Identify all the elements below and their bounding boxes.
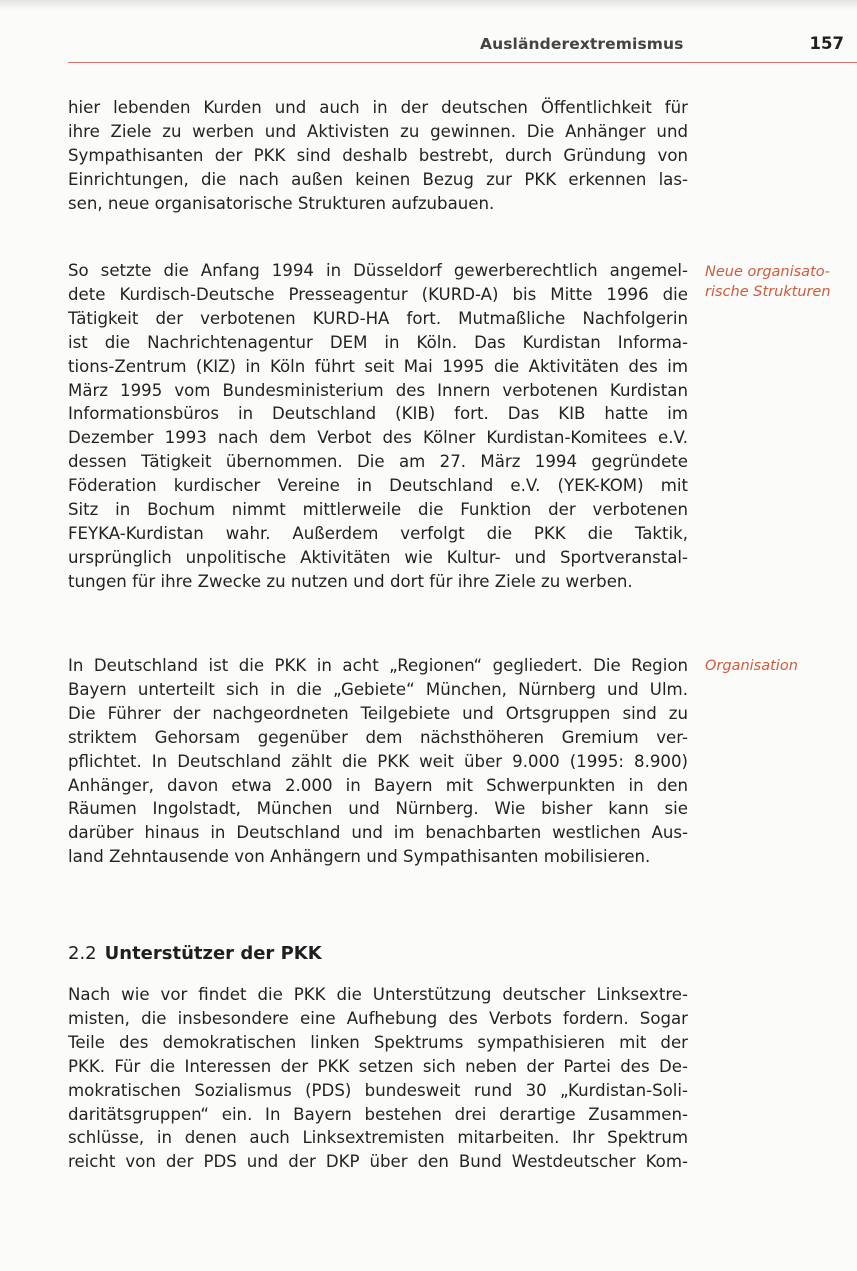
paragraph-line: schlüsse, in denen auch Linksextremisten mitarbeiten. Ihr Spektrum bbox=[68, 1128, 688, 1148]
paragraph-line: Dezember 1993 nach dem Verbot des Kölner Kurdistan-Komitees e.V. bbox=[68, 428, 688, 448]
paragraph-line: So setzte die Anfang 1994 in Düsseldorf gewerberechtlich angemel- bbox=[68, 261, 688, 280]
paragraph-line: PKK. Für die Interessen der PKK setzen sich neben der Partei des De- bbox=[68, 1056, 688, 1076]
paragraph-line: März 1995 vom Bundesministerium des Innern verbotenen Kurdistan bbox=[68, 380, 688, 400]
paragraph-line: Informationsbüros in Deutschland (KIB) fort. Das KIB hatte im bbox=[68, 404, 688, 424]
paragraph-2 bbox=[68, 259, 688, 594]
section-heading bbox=[68, 942, 322, 966]
paragraph-line: Tätigkeit der verbotenen KURD-HA fort. Mutmaßliche Nachfolgerin bbox=[68, 308, 688, 328]
paragraph-line: dete Kurdisch-Deutsche Presseagentur (KURD-A) bis Mitte 1996 die bbox=[68, 284, 688, 304]
page-top-edge bbox=[0, 0, 857, 10]
section-number: 2.2 bbox=[68, 943, 97, 964]
marginal-note-line: Neue organisato- bbox=[705, 264, 830, 280]
paragraph-line: Anhänger, davon etwa 2.000 in Bayern mit Schwerpunkten in den bbox=[68, 775, 688, 795]
paragraph-line: Sitz in Bochum nimmt mittlerweile die Funktion der verbotenen bbox=[68, 500, 688, 520]
running-title: Ausländerextremismus bbox=[480, 35, 684, 53]
paragraph-line: Teile des demokratischen linken Spektrums sympathisieren mit der bbox=[68, 1032, 688, 1052]
paragraph-line: ihre Ziele zu werben und Aktivisten zu gewinnen. Die Anhänger und bbox=[68, 121, 688, 141]
paragraph-line: Räumen Ingolstadt, München und Nürnberg. Wie bisher kann sie bbox=[68, 799, 688, 819]
section-title: Unterstützer der PKK bbox=[104, 943, 322, 964]
marginal-note-structures bbox=[705, 262, 831, 302]
paragraph-line: reicht von der PDS und der DKP über den Bund Westdeutscher Kom- bbox=[68, 1152, 688, 1172]
page-number: 157 bbox=[809, 34, 844, 53]
paragraph-line: pflichtet. In Deutschland zählt die PKK weit über 9.000 (1995: 8.900) bbox=[68, 751, 688, 771]
marginal-note-line: Organisation bbox=[705, 658, 798, 674]
header-divider bbox=[68, 62, 857, 63]
paragraph-line: dessen Tätigkeit übernommen. Die am 27. März 1994 gegründete bbox=[68, 452, 688, 472]
paragraph-line: land Zehntausende von Anhängern und Sympathisanten mobilisieren. bbox=[68, 847, 651, 867]
paragraph-line: darüber hinaus in Deutschland und im benachbarten westlichen Aus- bbox=[68, 823, 688, 843]
paragraph-line: striktem Gehorsam gegenüber dem nächsthöheren Gremium ver- bbox=[68, 727, 688, 747]
paragraph-line: ist die Nachrichtenagentur DEM in Köln. Das Kurdistan Informa- bbox=[68, 332, 688, 352]
paragraph-line: sen, neue organisatorische Strukturen aufzubauen. bbox=[68, 193, 495, 213]
paragraph-line: Einrichtungen, die nach außen keinen Bezug zur PKK erkennen las- bbox=[68, 169, 688, 189]
marginal-note-organisation bbox=[705, 656, 798, 676]
paragraph-1 bbox=[68, 96, 688, 216]
paragraph-line: Nach wie vor findet die PKK die Unterstützung deutscher Linksextre- bbox=[68, 985, 688, 1004]
paragraph-line: daritätsgruppen“ ein. In Bayern bestehen drei derartige Zusammen- bbox=[68, 1104, 688, 1124]
paragraph-4 bbox=[68, 983, 688, 1174]
paragraph-line: Bayern unterteilt sich in die „Gebiete“ München, Nürnberg und Ulm. bbox=[68, 679, 688, 699]
paragraph-line: tions-Zentrum (KIZ) in Köln führt seit Mai 1995 die Aktivitäten des im bbox=[68, 356, 688, 376]
paragraph-line: mokratischen Sozialismus (PDS) bundesweit rund 30 „Kurdistan-Soli- bbox=[68, 1080, 688, 1100]
paragraph-3 bbox=[68, 654, 688, 869]
paragraph-line: Föderation kurdischer Vereine in Deutschland e.V. (YEK-KOM) mit bbox=[68, 476, 688, 496]
paragraph-line: misten, die insbesondere eine Aufhebung des Verbots fordern. Sogar bbox=[68, 1008, 688, 1028]
paragraph-line: In Deutschland ist die PKK in acht „Regionen“ gegliedert. Die Region bbox=[68, 656, 688, 675]
paragraph-line: Sympathisanten der PKK sind deshalb bestrebt, durch Gründung von bbox=[68, 145, 688, 165]
marginal-note-line: rische Strukturen bbox=[705, 284, 831, 300]
paragraph-line: Die Führer der nachgeordneten Teilgebiete und Ortsgruppen sind zu bbox=[68, 703, 688, 723]
paragraph-line: hier lebenden Kurden und auch in der deutschen Öffentlichkeit für bbox=[68, 98, 688, 117]
paragraph-line: tungen für ihre Zwecke zu nutzen und dort für ihre Ziele zu werben. bbox=[68, 571, 633, 591]
paragraph-line: ursprünglich unpolitische Aktivitäten wie Kultur- und Sportveranstal- bbox=[68, 547, 688, 567]
paragraph-line: FEYKA-Kurdistan wahr. Außerdem verfolgt die PKK die Taktik, bbox=[68, 523, 688, 543]
